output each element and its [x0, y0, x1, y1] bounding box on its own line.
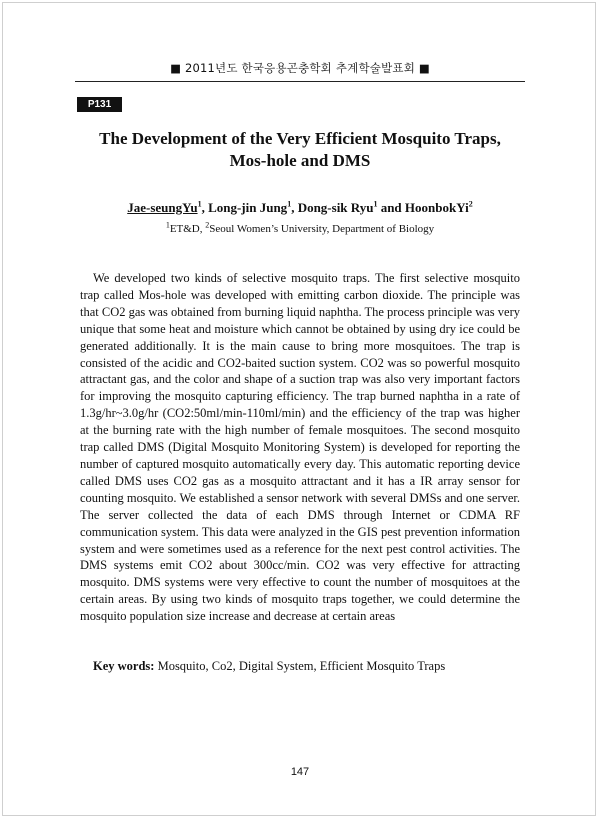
conference-header: ■ 2011년도 한국응용곤충학회 추계학술발표회 ■ [170, 61, 430, 75]
title-line-1: The Development of the Very Efficient Mosquito Traps, [99, 129, 501, 148]
author-2-affiliation: 1 [287, 199, 292, 209]
author-separator: , [291, 200, 298, 215]
affiliation-2: Seoul Women’s University, Department of Biology [209, 223, 435, 235]
author-3-affiliation: 1 [373, 199, 378, 209]
author-separator: and [377, 200, 405, 215]
author-4-affiliation: 2 [468, 199, 473, 209]
author-4: HoonbokYi [404, 200, 469, 215]
abstract-body: We developed two kinds of selective mosquito traps. The first selective mosquito trap called Mos-hole was developed with emitting carbon dioxide. The principle was that CO2 gas was obtained from burning liquid naphtha. The process principle was very unique that some heat and moisture which cannot be obtained by using dry ice could be generated additionally. It is the main cause to bring more mosquitoes. The trap is consisted of the acidic and CO2-baited suction system. CO2 was so powerful mosquito attractant gas, and the color and shape of a suction trap was also very important factors for improving the mosquito capturing efficiency. The trap burned naphtha in a rate of 1.3g/hr~3.0g/hr (CO2:50ml/min-110ml/min) and the efficiency of the trap was higher at the burning rate with the high number of female mosquitoes. The second mosquito trap called DMS (Digital Mosquito Monitoring System) is developed for reporting the number of captured mosquito automatically every day. This automatic reporting device called DMS uses CO2 gas as a mosquito attractant and it has a IR array sensor for counting mosquito. We established a sensor network with several DMSs and one server. The server collected the data of each DMS through Internet or CDMA RF communication system. This data were analyzed in the GIS pest prevention information system and were sometimes used as a reference for the next pest control activities. The DMS systems emit CO2 about 300cc/min. CO2 was very effective for attracting mosquito. DMS systems were very effective to count the number of mosquitoes at the certain areas. By using two kinds of mosquito traps together, we could determine the mosquito population size increase and decrease at certain areas [80, 271, 520, 624]
author-1: Jae-seungYu [127, 200, 198, 215]
affiliation-1: ET&D, [169, 223, 206, 235]
keywords [93, 658, 523, 674]
header-divider [75, 81, 525, 82]
author-list [75, 200, 525, 216]
author-1-affiliation: 1 [197, 199, 202, 209]
poster-id-badge: P131 [77, 97, 122, 112]
title-line-2: Mos-hole and DMS [229, 151, 371, 170]
author-2: Long-jin Jung [208, 200, 288, 215]
affiliation-marker-2: 2 [205, 220, 210, 230]
keywords-text: Mosquito, Co2, Digital System, Efficient Mosquito Traps [154, 659, 446, 673]
author-3: Dong-sik Ryu [297, 200, 374, 215]
paper-title [75, 128, 525, 172]
keywords-label: Key words: [93, 659, 155, 673]
affiliation-marker-1: 1 [165, 220, 170, 230]
author-separator: , [201, 200, 209, 215]
page-number: 147 [290, 766, 310, 778]
affiliations [75, 222, 525, 236]
